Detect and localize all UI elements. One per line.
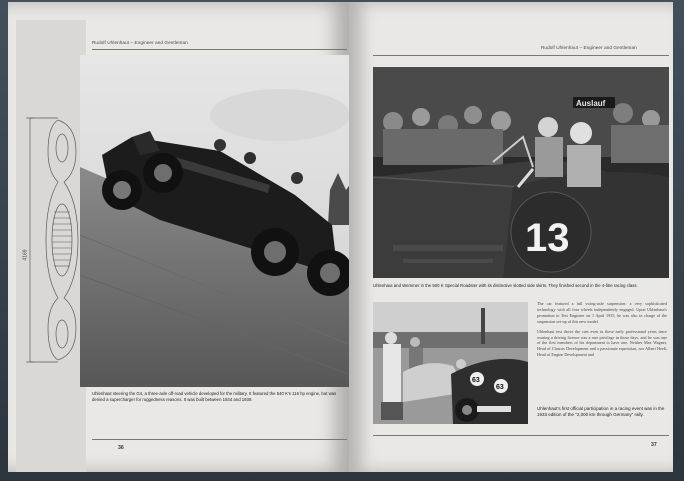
- g4-photo-caption: Uhlenhaut steering the G4, a three-axle off-road vehicle developed for the military. It featured the 540 K's 116 hp engine, but was denied a supercharger for ruggedness reasons. It was built between 1934 and 1939.: [92, 391, 337, 402]
- race-photo-caption: Uhlenhaut and Wemmer in the 500 K Special Roadster with its distinctive slotted side skirts. They finished second in the 4-litre racing class.: [373, 283, 638, 288]
- running-head: Rudolf Uhlenhaut – Engineer and Gentleman: [92, 40, 188, 45]
- race-number: 13: [525, 216, 570, 260]
- g4-offroad-photo: [80, 55, 349, 387]
- rally-paddock-photo: [373, 302, 528, 424]
- auslauf-sign-text: Auslauf: [576, 99, 606, 108]
- body-paragraph: Uhlenhaut test drove the cars even in these early professional years since owning a driving licence was a rare privilege in those days, and he was one of the first members of his department to have one. Neither Max Wagner, Head of Chassis Development and a passionate equestrian, nor Albert Heeß, Head of Engine Development and: [537, 328, 667, 358]
- footer-rule: [92, 439, 347, 440]
- rally-plate-1: 63: [472, 377, 480, 384]
- running-head-rule: [92, 49, 347, 50]
- technical-drawing: [18, 112, 86, 367]
- race-car-photo: [373, 67, 669, 278]
- page-number-left: 36: [118, 445, 124, 451]
- body-text-column: [537, 301, 667, 362]
- drawing-dimension-label: 4169: [22, 249, 29, 261]
- running-head-rule: [373, 55, 669, 56]
- running-head: Rudolf Uhlenhaut – Engineer and Gentleman: [541, 45, 637, 50]
- rally-photo-caption: Uhlenhaut's first official participation in a racing event was in the 1933 edition of the "2,000 km through Germany" rally.: [537, 406, 665, 417]
- page-number-right: 37: [651, 442, 657, 448]
- body-paragraph: The car featured a full swing-axle suspension: a very sophisticated technology with all four wheels independently engaged. Upon Uhlenhaut's promotion to Test Engineer on 1 April 1935, he was also in charge of the suspension set-up of this new model.: [537, 301, 667, 324]
- right-page: [349, 2, 673, 472]
- rally-plate-2: 63: [496, 384, 504, 391]
- left-page: [8, 2, 349, 472]
- footer-rule: [373, 435, 669, 436]
